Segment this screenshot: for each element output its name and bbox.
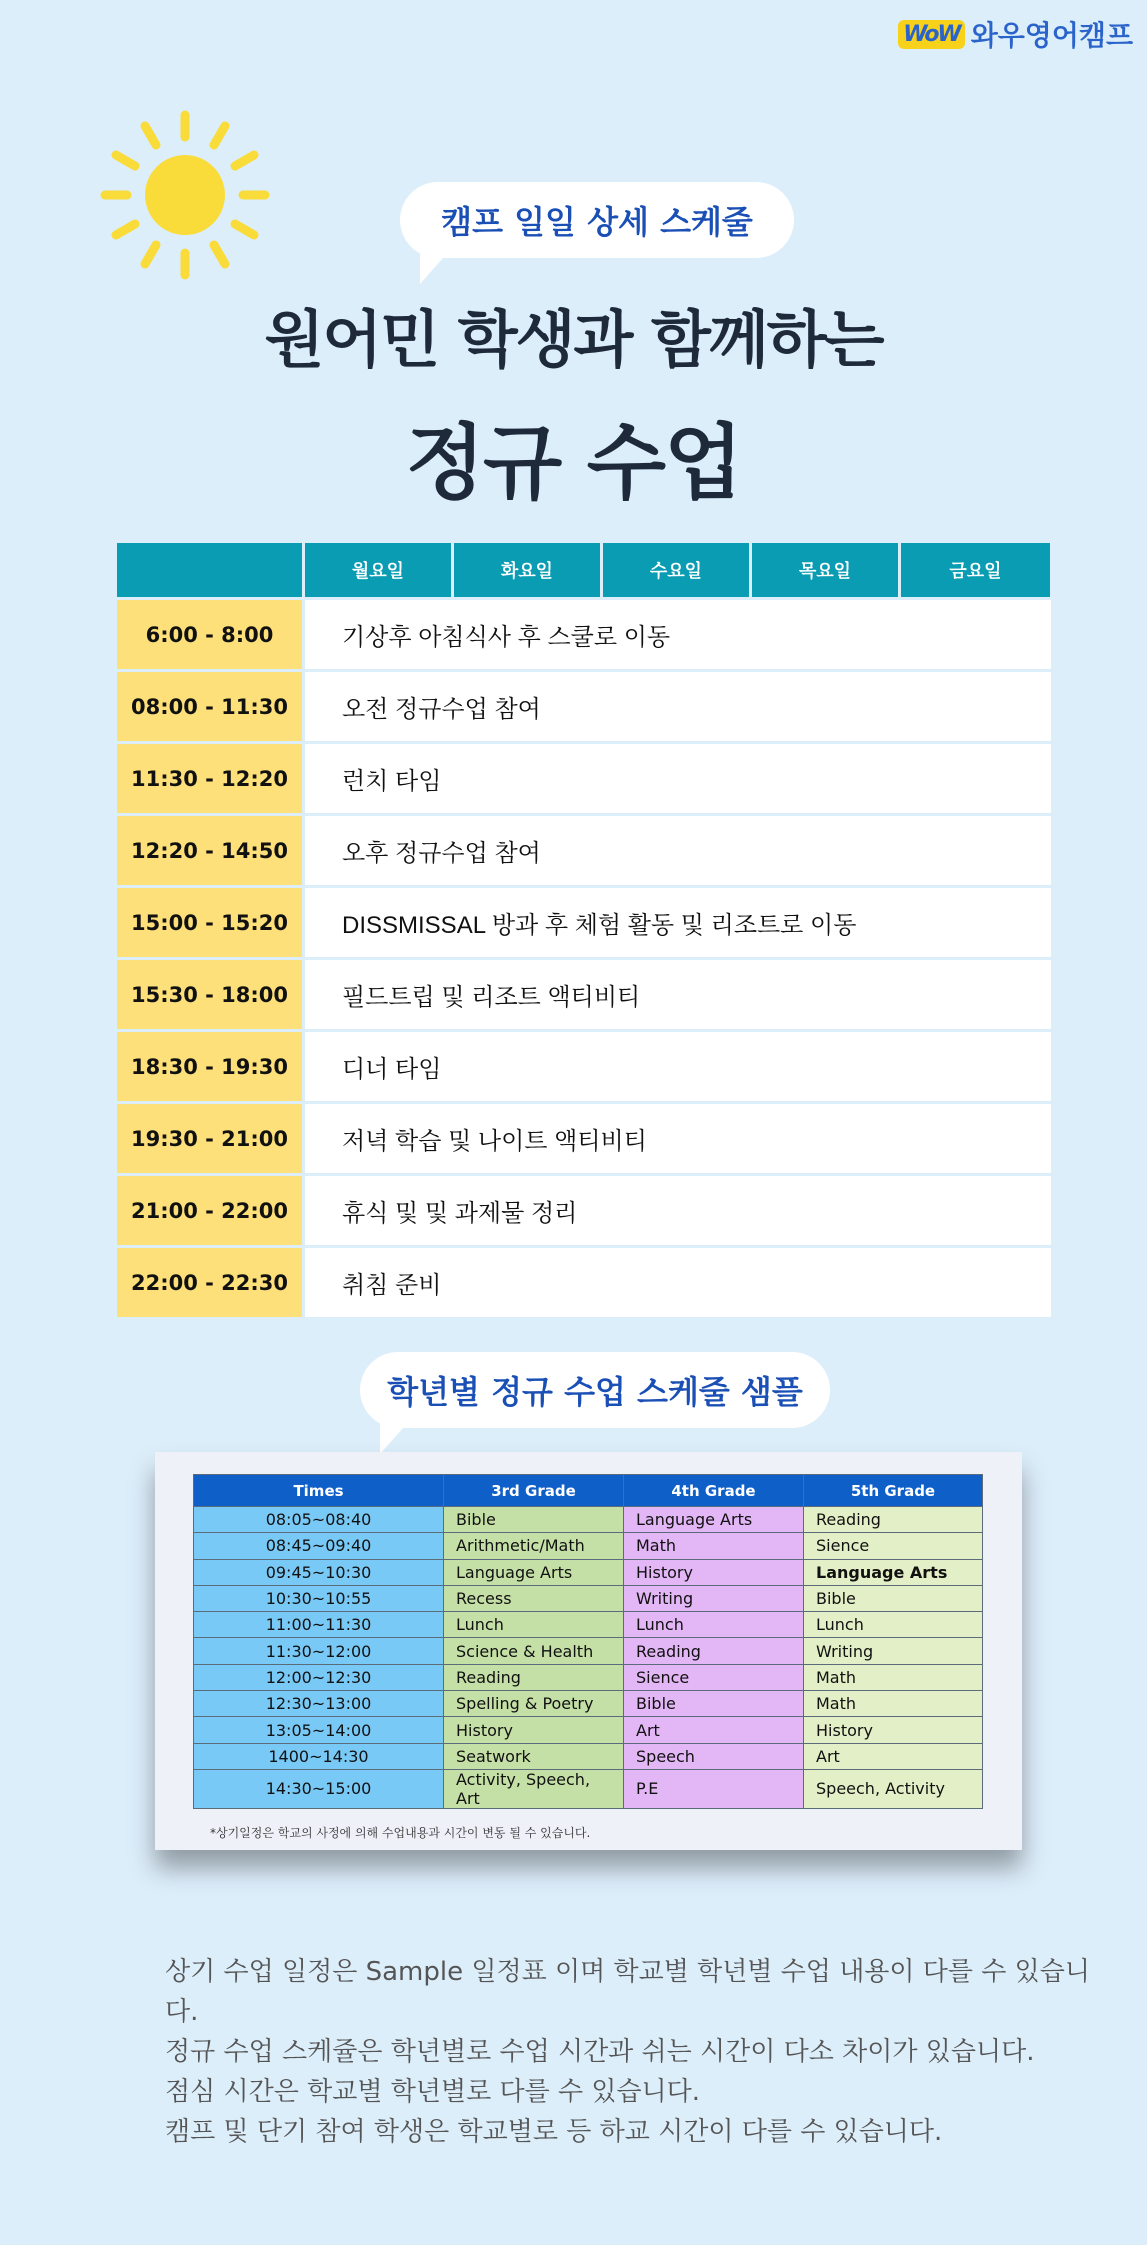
grade4-cell: Speech	[624, 1743, 804, 1769]
table-row	[194, 1769, 983, 1808]
grade-header-cell: 5th Grade	[804, 1475, 983, 1507]
page-title-line2: 정규 수업	[405, 416, 742, 511]
schedule-time: 19:30 - 21:00	[117, 1104, 305, 1173]
schedule-row	[117, 1173, 1051, 1245]
grade3-cell: Spelling & Poetry	[444, 1691, 624, 1717]
table-row	[194, 1717, 983, 1743]
grade-header-cell: 4th Grade	[624, 1475, 804, 1507]
time-cell: 12:30~13:00	[194, 1691, 444, 1717]
schedule-activity: 기상후 아침식사 후 스쿨로 이동	[305, 600, 1051, 669]
schedule-time: 6:00 - 8:00	[117, 600, 305, 669]
schedule-activity: 휴식 및 및 과제물 정리	[305, 1176, 1051, 1245]
grade3-cell: Arithmetic/Math	[444, 1533, 624, 1559]
schedule-time: 15:30 - 18:00	[117, 960, 305, 1029]
grade5-cell: Writing	[804, 1638, 983, 1664]
time-cell: 12:00~12:30	[194, 1664, 444, 1690]
grade5-cell: Math	[804, 1664, 983, 1690]
grade5-cell: Speech, Activity	[804, 1769, 983, 1808]
schedule-time: 18:30 - 19:30	[117, 1032, 305, 1101]
time-cell: 11:30~12:00	[194, 1638, 444, 1664]
grade4-cell: Writing	[624, 1585, 804, 1611]
schedule-header-row	[117, 543, 1051, 597]
time-cell: 1400~14:30	[194, 1743, 444, 1769]
day-header: 금요일	[901, 543, 1050, 597]
schedule-time: 21:00 - 22:00	[117, 1176, 305, 1245]
grade3-cell: Seatwork	[444, 1743, 624, 1769]
table-row	[194, 1612, 983, 1638]
grade4-cell: Language Arts	[624, 1507, 804, 1533]
grade-header-cell: Times	[194, 1475, 444, 1507]
table-row	[194, 1743, 983, 1769]
schedule-row	[117, 957, 1051, 1029]
footer-notes	[165, 1952, 1115, 2152]
footer-line: 정규 수업 스케쥴은 학년별로 수업 시간과 쉬는 시간이 다소 차이가 있습니다.	[165, 2037, 1035, 2067]
schedule-row	[117, 669, 1051, 741]
grade3-cell: History	[444, 1717, 624, 1743]
time-cell: 09:45~10:30	[194, 1559, 444, 1585]
grade5-cell: Math	[804, 1691, 983, 1717]
time-cell: 08:05~08:40	[194, 1507, 444, 1533]
grade4-cell: Lunch	[624, 1612, 804, 1638]
daily-schedule-table	[117, 543, 1051, 1317]
schedule-row	[117, 1101, 1051, 1173]
schedule-row	[117, 597, 1051, 669]
time-cell: 14:30~15:00	[194, 1769, 444, 1808]
table-row	[194, 1691, 983, 1717]
schedule-row	[117, 885, 1051, 957]
schedule-activity: 런치 타임	[305, 744, 1051, 813]
schedule-time: 12:20 - 14:50	[117, 816, 305, 885]
grade3-cell: Recess	[444, 1585, 624, 1611]
grade3-cell: Science & Health	[444, 1638, 624, 1664]
grade3-cell: Activity, Speech, Art	[444, 1769, 624, 1808]
schedule-row	[117, 1029, 1051, 1101]
grade5-cell: Reading	[804, 1507, 983, 1533]
footer-line: 상기 수업 일정은 Sample 일정표 이며 학교별 학년별 수업 내용이 다를 수 있습니다.	[165, 1957, 1091, 2027]
grade4-cell: Reading	[624, 1638, 804, 1664]
day-header: 월요일	[305, 543, 454, 597]
sun-icon	[100, 110, 270, 280]
schedule-activity: 필드트립 및 리조트 액티비티	[305, 960, 1051, 1029]
brand-logo	[898, 14, 1133, 54]
time-cell: 08:45~09:40	[194, 1533, 444, 1559]
grade4-cell: Math	[624, 1533, 804, 1559]
grade4-cell: Art	[624, 1717, 804, 1743]
grade5-cell: Art	[804, 1743, 983, 1769]
grade-schedule-bubble: 학년별 정규 수업 스케줄 샘플	[360, 1352, 830, 1428]
schedule-activity: 오후 정규수업 참여	[305, 816, 1051, 885]
grade3-cell: Reading	[444, 1664, 624, 1690]
grade5-cell: Bible	[804, 1585, 983, 1611]
schedule-activity: 취침 준비	[305, 1248, 1051, 1317]
schedule-note: *상기일정은 학교의 사정에 의해 수업내용과 시간이 변동 될 수 있습니다.	[210, 1826, 591, 1840]
schedule-time: 15:00 - 15:20	[117, 888, 305, 957]
day-header: 수요일	[603, 543, 752, 597]
page-title-line1: 원어민 학생과 함께하는	[264, 303, 883, 376]
grade-schedule-sample	[155, 1452, 1022, 1850]
grade5-cell: Sience	[804, 1533, 983, 1559]
table-row	[194, 1559, 983, 1585]
table-row	[194, 1664, 983, 1690]
day-header: 화요일	[454, 543, 603, 597]
schedule-time: 22:00 - 22:30	[117, 1248, 305, 1317]
schedule-time: 08:00 - 11:30	[117, 672, 305, 741]
schedule-activity: 저녁 학습 및 나이트 액티비티	[305, 1104, 1051, 1173]
table-row	[194, 1533, 983, 1559]
schedule-activity: 디너 타임	[305, 1032, 1051, 1101]
grade3-cell: Lunch	[444, 1612, 624, 1638]
daily-schedule-bubble: 캠프 일일 상세 스케줄	[400, 182, 794, 258]
table-row	[194, 1638, 983, 1664]
brand-mark: WoW	[898, 20, 964, 49]
time-cell: 10:30~10:55	[194, 1585, 444, 1611]
grade3-cell: Bible	[444, 1507, 624, 1533]
time-cell: 13:05~14:00	[194, 1717, 444, 1743]
grade-schedule-table	[193, 1474, 983, 1809]
grade5-cell: History	[804, 1717, 983, 1743]
grade4-cell: History	[624, 1559, 804, 1585]
grade4-cell: P.E	[624, 1769, 804, 1808]
grade4-cell: Sience	[624, 1664, 804, 1690]
schedule-activity: DISSMISSAL 방과 후 체험 활동 및 리조트로 이동	[305, 888, 1051, 957]
footer-line: 점심 시간은 학교별 학년별로 다를 수 있습니다.	[165, 2077, 701, 2107]
day-header: 목요일	[752, 543, 901, 597]
grade-table-header	[194, 1475, 983, 1507]
schedule-row	[117, 813, 1051, 885]
table-row	[194, 1507, 983, 1533]
footer-line: 캠프 및 단기 참여 학생은 학교별로 등 하교 시간이 다를 수 있습니다.	[165, 2117, 943, 2147]
time-cell: 11:00~11:30	[194, 1612, 444, 1638]
table-row	[194, 1585, 983, 1611]
grade4-cell: Bible	[624, 1691, 804, 1717]
grade5-cell: Lunch	[804, 1612, 983, 1638]
grade-header-cell: 3rd Grade	[444, 1475, 624, 1507]
schedule-header-blank	[117, 543, 305, 597]
schedule-row	[117, 741, 1051, 813]
grade5-cell: Language Arts	[804, 1559, 983, 1585]
grade3-cell: Language Arts	[444, 1559, 624, 1585]
schedule-time: 11:30 - 12:20	[117, 744, 305, 813]
schedule-row	[117, 1245, 1051, 1317]
brand-name: 와우영어캠프	[970, 19, 1133, 52]
schedule-activity: 오전 정규수업 참여	[305, 672, 1051, 741]
